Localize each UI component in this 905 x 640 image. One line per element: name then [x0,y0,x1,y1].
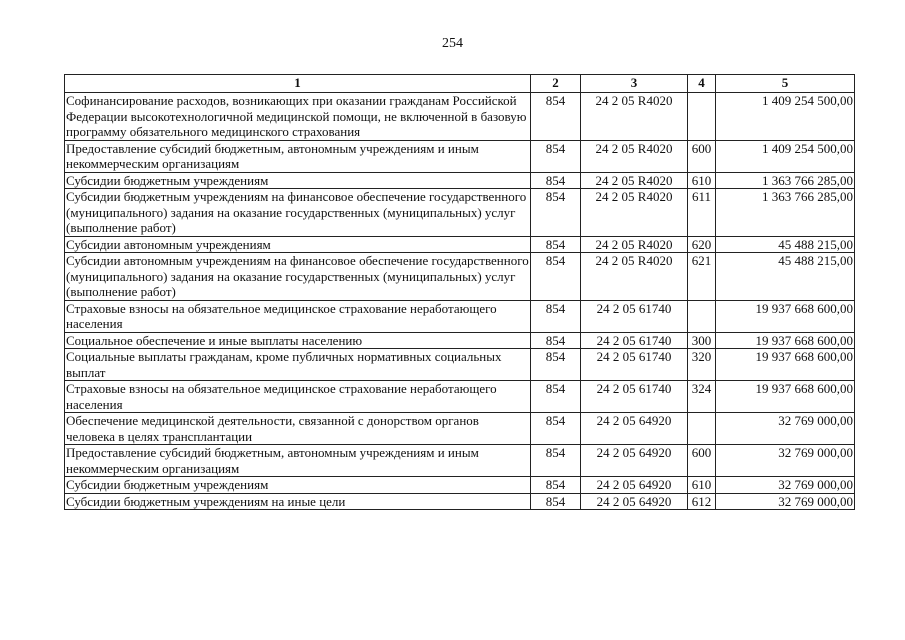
table-row [65,189,855,237]
row-amount: 19 937 668 600,00 [716,349,855,381]
row-admin-code: 854 [531,189,581,237]
column-header-2: 2 [531,75,581,93]
row-target-code: 24 2 05 61740 [581,349,688,381]
row-description: Субсидии бюджетным учреждениям [65,172,531,189]
row-amount: 19 937 668 600,00 [716,332,855,349]
table-row [65,253,855,301]
row-expense-type: 611 [688,189,716,237]
row-amount: 1 409 254 500,00 [716,93,855,141]
table-row [65,172,855,189]
row-admin-code: 854 [531,93,581,141]
table-header-row [65,75,855,93]
row-amount: 32 769 000,00 [716,477,855,494]
row-amount: 45 488 215,00 [716,236,855,253]
row-target-code: 24 2 05 64920 [581,445,688,477]
row-description: Субсидии автономным учреждениям [65,236,531,253]
table-row [65,493,855,510]
row-target-code: 24 2 05 61740 [581,332,688,349]
row-amount: 1 363 766 285,00 [716,172,855,189]
row-admin-code: 854 [531,332,581,349]
row-expense-type: 620 [688,236,716,253]
table-row [65,93,855,141]
row-description: Предоставление субсидий бюджетным, автономным учреждениям и иным некоммерческим организациям [65,445,531,477]
row-expense-type: 621 [688,253,716,301]
row-amount: 32 769 000,00 [716,445,855,477]
column-header-5: 5 [716,75,855,93]
row-target-code: 24 2 05 R4020 [581,140,688,172]
row-target-code: 24 2 05 64920 [581,477,688,494]
row-amount: 1 409 254 500,00 [716,140,855,172]
row-amount: 45 488 215,00 [716,253,855,301]
table-row [65,349,855,381]
row-target-code: 24 2 05 R4020 [581,189,688,237]
row-admin-code: 854 [531,349,581,381]
row-admin-code: 854 [531,300,581,332]
row-description: Страховые взносы на обязательное медицинское страхование неработающего населения [65,381,531,413]
row-expense-type: 612 [688,493,716,510]
table-row [65,236,855,253]
row-expense-type: 600 [688,140,716,172]
row-admin-code: 854 [531,493,581,510]
column-header-4: 4 [688,75,716,93]
row-description: Субсидии бюджетным учреждениям на иные цели [65,493,531,510]
row-expense-type [688,300,716,332]
row-description: Социальные выплаты гражданам, кроме публичных нормативных социальных выплат [65,349,531,381]
row-amount: 1 363 766 285,00 [716,189,855,237]
row-admin-code: 854 [531,236,581,253]
row-target-code: 24 2 05 61740 [581,381,688,413]
column-header-1: 1 [65,75,531,93]
page-number: 254 [442,36,463,51]
row-amount: 19 937 668 600,00 [716,381,855,413]
row-expense-type: 610 [688,172,716,189]
row-description: Субсидии бюджетным учреждениям на финансовое обеспечение государственного (муниципального) задания на оказание государственных (муниципальных) услуг (выполнение работ) [65,189,531,237]
row-expense-type [688,93,716,141]
table-body [65,93,855,510]
table-row [65,381,855,413]
row-description: Софинансирование расходов, возникающих при оказании гражданам Российской Федерации высокотехнологичной медицинской помощи, не включенной в базовую программу обязательного медицинского страхования [65,93,531,141]
table-row [65,332,855,349]
row-description: Социальное обеспечение и иные выплаты населению [65,332,531,349]
row-admin-code: 854 [531,445,581,477]
row-description: Обеспечение медицинской деятельности, связанной с донорством органов человека в целях трансплантации [65,413,531,445]
row-expense-type: 610 [688,477,716,494]
row-admin-code: 854 [531,413,581,445]
row-expense-type: 600 [688,445,716,477]
budget-table [64,74,855,510]
row-admin-code: 854 [531,172,581,189]
row-expense-type: 300 [688,332,716,349]
row-admin-code: 854 [531,253,581,301]
table-row [65,140,855,172]
column-header-3: 3 [581,75,688,93]
row-target-code: 24 2 05 R4020 [581,93,688,141]
row-admin-code: 854 [531,381,581,413]
table-row [65,477,855,494]
row-expense-type [688,413,716,445]
row-target-code: 24 2 05 64920 [581,413,688,445]
row-expense-type: 324 [688,381,716,413]
table-row [65,445,855,477]
row-description: Субсидии бюджетным учреждениям [65,477,531,494]
row-target-code: 24 2 05 R4020 [581,253,688,301]
row-target-code: 24 2 05 64920 [581,493,688,510]
row-target-code: 24 2 05 R4020 [581,236,688,253]
row-description: Предоставление субсидий бюджетным, автономным учреждениям и иным некоммерческим организациям [65,140,531,172]
row-expense-type: 320 [688,349,716,381]
row-admin-code: 854 [531,477,581,494]
row-admin-code: 854 [531,140,581,172]
row-target-code: 24 2 05 R4020 [581,172,688,189]
row-description: Страховые взносы на обязательное медицинское страхование неработающего населения [65,300,531,332]
table-row [65,300,855,332]
table-row [65,413,855,445]
row-amount: 32 769 000,00 [716,493,855,510]
row-target-code: 24 2 05 61740 [581,300,688,332]
row-amount: 19 937 668 600,00 [716,300,855,332]
row-amount: 32 769 000,00 [716,413,855,445]
row-description: Субсидии автономным учреждениям на финансовое обеспечение государственного (муниципального) задания на оказание государственных (муниципальных) услуг (выполнение работ) [66,253,529,299]
